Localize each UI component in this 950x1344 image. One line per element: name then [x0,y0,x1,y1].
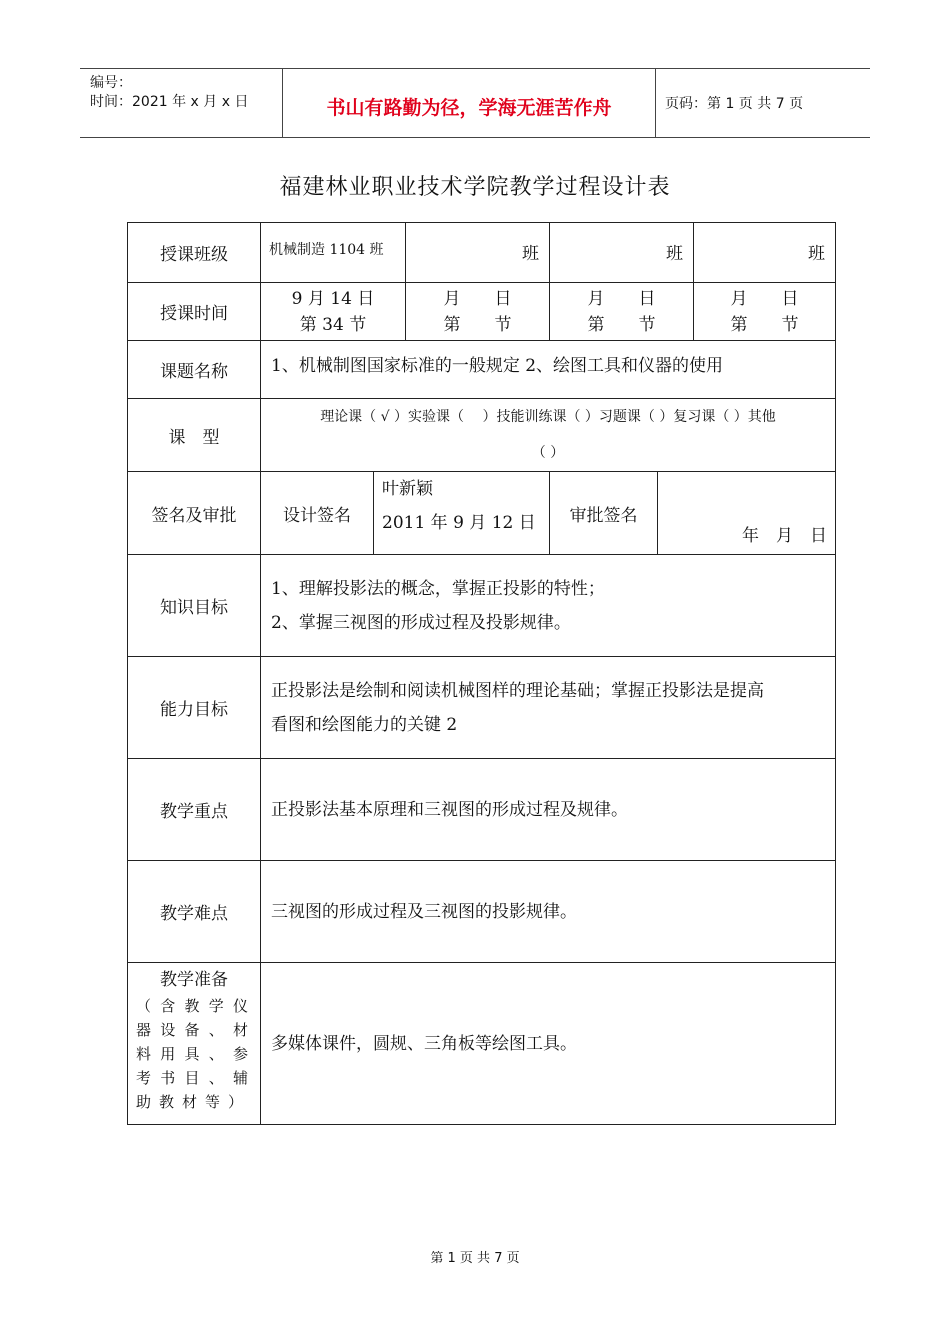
focus-value: 正投影法基本原理和三视图的形成过程及规律。 [261,759,836,861]
motto: 书山有路勤为径，学海无涯苦作舟 [326,96,612,119]
class-blank-3: 班 [694,223,836,283]
focus-label: 教学重点 [128,759,261,861]
topic-value: 1、机械制图国家标准的一般规定 2、绘图工具和仪器的使用 [261,341,836,399]
time-period: 第 34 节 [299,314,367,335]
ability-label: 能力目标 [128,657,261,759]
type-options: 理论课（ √ ）实验课（ ）技能训练课（ ）习题课（ ）复习课（ ）其他 [320,409,776,425]
topic-label: 课题名称 [128,341,261,399]
document-title: 福建林业职业技术学院教学过程设计表 [279,175,671,200]
design-sign-value [374,472,550,555]
prep-label-cell [128,963,261,1125]
class-blank-2: 班 [550,223,694,283]
header-meta [80,69,282,137]
type-other: （ ） [531,445,565,461]
header-motto-cell [282,69,656,137]
prep-value: 多媒体课件，圆规、三角板等绘图工具。 [261,963,836,1125]
time-label-cell: 授课时间 [128,283,261,341]
knowledge-line-2: 2、掌握三视图的形成过程及投影规律。 [271,612,571,633]
type-label: 课 型 [128,399,261,472]
time-value [261,283,406,341]
difficulty-value: 三视图的形成过程及三视图的投影规律。 [261,861,836,963]
time-blank-2: 月 日 第 节 [550,283,694,341]
prep-label: 教学准备 [160,970,228,990]
time-blank-1: 月 日 第 节 [406,283,550,341]
knowledge-line-1: 1、理解投影法的概念，掌握正投影的特性； [271,578,605,599]
page-footer: 第 1 页 共 7 页 [430,1251,520,1266]
knowledge-value [261,555,836,657]
knowledge-label: 知识目标 [128,555,261,657]
class-label: 授课班级 [128,223,261,283]
approve-date: 年 月 日 [658,472,836,555]
page-info: 页码：第 1 页 共 7 页 [665,96,804,112]
page-header [80,68,870,138]
class-blank-1: 班 [406,223,550,283]
class-value: 机械制造 1104 班 [261,223,406,283]
ability-line-2: 看图和绘图能力的关键 2 [271,714,458,735]
sign-label: 签名及审批 [128,472,261,555]
time-label: 时间：2021 年 x 月 x 日 [90,94,249,110]
design-table [127,222,836,1125]
difficulty-label: 教学难点 [128,861,261,963]
design-date: 2011 年 9 月 12 日 [382,513,536,533]
designer-name: 叶新颖 [382,479,433,499]
ability-line-1: 正投影法是绘制和阅读机械图样的理论基础；掌握正投影法是提高 [271,680,764,701]
design-sign-label: 设计签名 [261,472,374,555]
ability-value [261,657,836,759]
time-blank-3: 月 日 第 节 [694,283,836,341]
type-value [261,399,836,472]
time-date: 9 月 14 日 [291,288,375,309]
prep-subtitle: （含教学仪器设备、材料用具、参考书目、辅助教材等） [136,997,256,1111]
approve-label: 审批签名 [550,472,658,555]
number-label: 编号： [90,75,132,91]
